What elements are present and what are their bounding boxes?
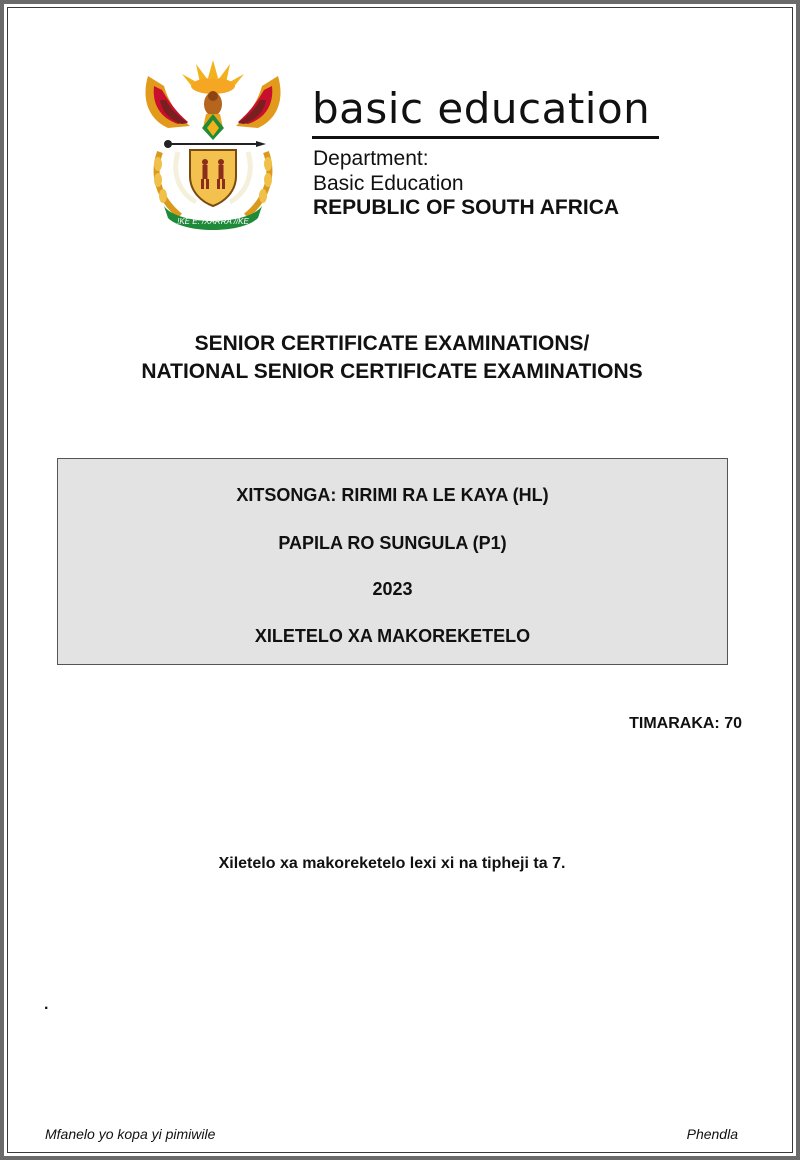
department-name: Basic Education: [313, 172, 464, 195]
paper-info-box: [57, 458, 728, 665]
exam-title-line2: NATIONAL SENIOR CERTIFICATE EXAMINATIONS: [141, 360, 643, 383]
exam-title-line1: SENIOR CERTIFICATE EXAMINATIONS/: [194, 332, 590, 355]
year-label: 2023: [372, 579, 413, 599]
page-count-note: Xiletelo xa makoreketelo lexi xi na tipheji ta 7.: [218, 855, 566, 872]
subject-label: XITSONGA: RIRIMI RA LE KAYA (HL): [236, 485, 549, 505]
country-name: REPUBLIC OF SOUTH AFRICA: [313, 196, 620, 219]
copyright-notice: Mfanelo yo kopa yi pimiwile: [45, 1126, 216, 1142]
department-label: Department:: [313, 147, 429, 170]
turn-over-label: Phendla: [686, 1126, 738, 1142]
motto-text: !KE E: /XARRA //KE: [177, 217, 249, 226]
stray-mark: .: [44, 996, 49, 1013]
coat-of-arms-icon: [138, 56, 288, 231]
document-type-label: XILETELO XA MAKOREKETELO: [254, 626, 531, 646]
paper-label: PAPILA RO SUNGULA (P1): [278, 533, 507, 553]
brand-divider: [312, 136, 659, 139]
total-marks: TIMARAKA: 70: [629, 715, 742, 732]
brand-title: basic education: [312, 84, 651, 133]
